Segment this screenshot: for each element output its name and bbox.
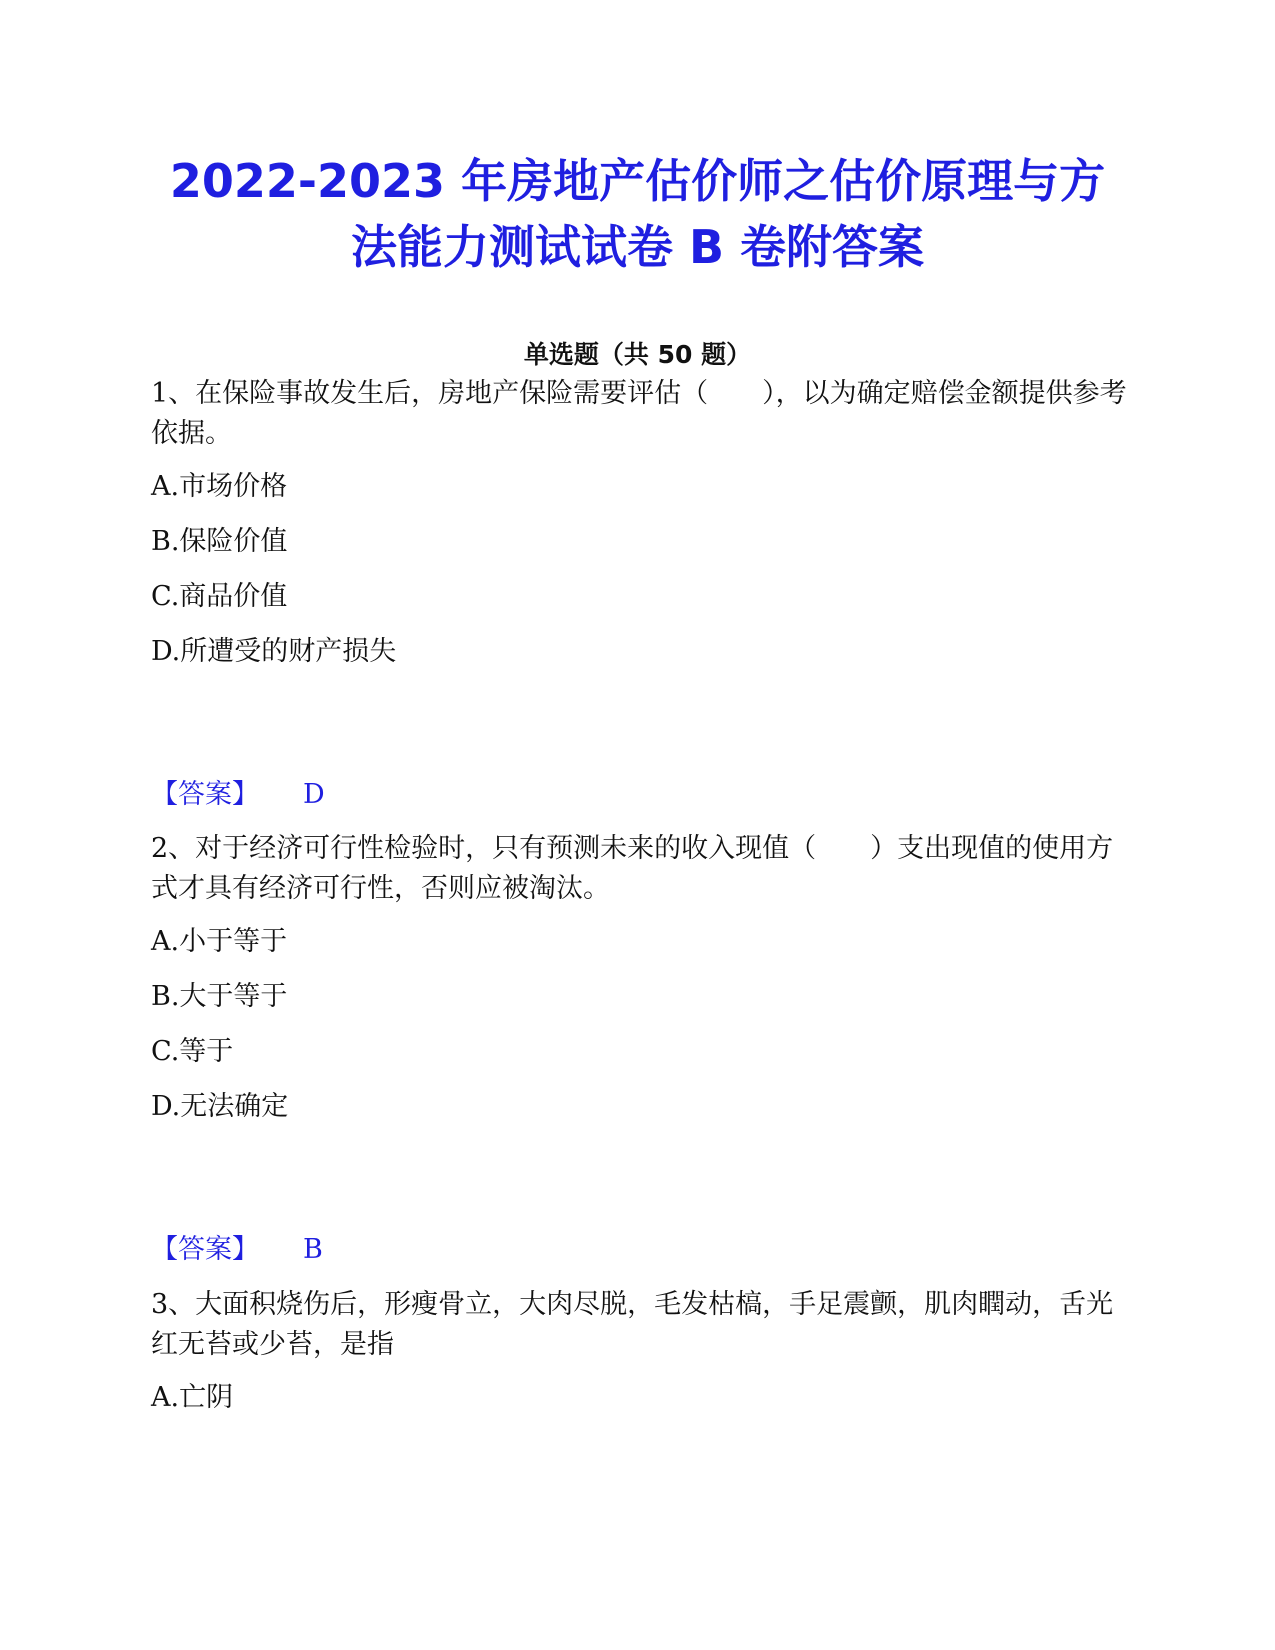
question-1-option-c: C.商品价值 (151, 581, 288, 612)
question-2-option-c: C.等于 (151, 1036, 234, 1067)
question-2-option-b: B.大于等于 (151, 981, 288, 1012)
question-1-option-a: A.市场价格 (151, 471, 288, 502)
question-3-option-a: A.亡阴 (151, 1382, 234, 1413)
question-2-stem: 2、对于经济可行性检验时，只有预测未来的收入现值（ ）支出现值的使用方式才具有经济可行性，否则应被淘汰。 (151, 833, 1114, 904)
answer-letter: B (303, 1234, 323, 1265)
question-1-stem: 1、在保险事故发生后，房地产保险需要评估（ ），以为确定赔偿金额提供参考依据。 (151, 378, 1127, 449)
document-title (120, 148, 1155, 280)
question-2-answer (151, 1232, 323, 1268)
answer-letter: D (303, 779, 325, 810)
question-1-answer (151, 777, 325, 813)
answer-label: 【答案】 (151, 1234, 259, 1265)
title-line-1: 2022-2023 年房地产估价师之估价原理与方 (169, 154, 1106, 208)
question-3-stem: 3、大面积烧伤后，形瘦骨立，大肉尽脱，毛发枯槁，手足震颤，肌肉瞤动，舌光红无苔或少苔，是指 (151, 1289, 1114, 1360)
question-2-option-a: A.小于等于 (151, 926, 288, 957)
title-line-2: 法能力测试试卷 B 卷附答案 (350, 220, 925, 274)
section-heading: 单选题（共 50 题） (523, 340, 752, 369)
question-2-option-d: D.无法确定 (151, 1091, 289, 1122)
question-1-option-b: B.保险价值 (151, 526, 288, 557)
question-1-option-d: D.所遭受的财产损失 (151, 636, 397, 667)
answer-label: 【答案】 (151, 779, 259, 810)
